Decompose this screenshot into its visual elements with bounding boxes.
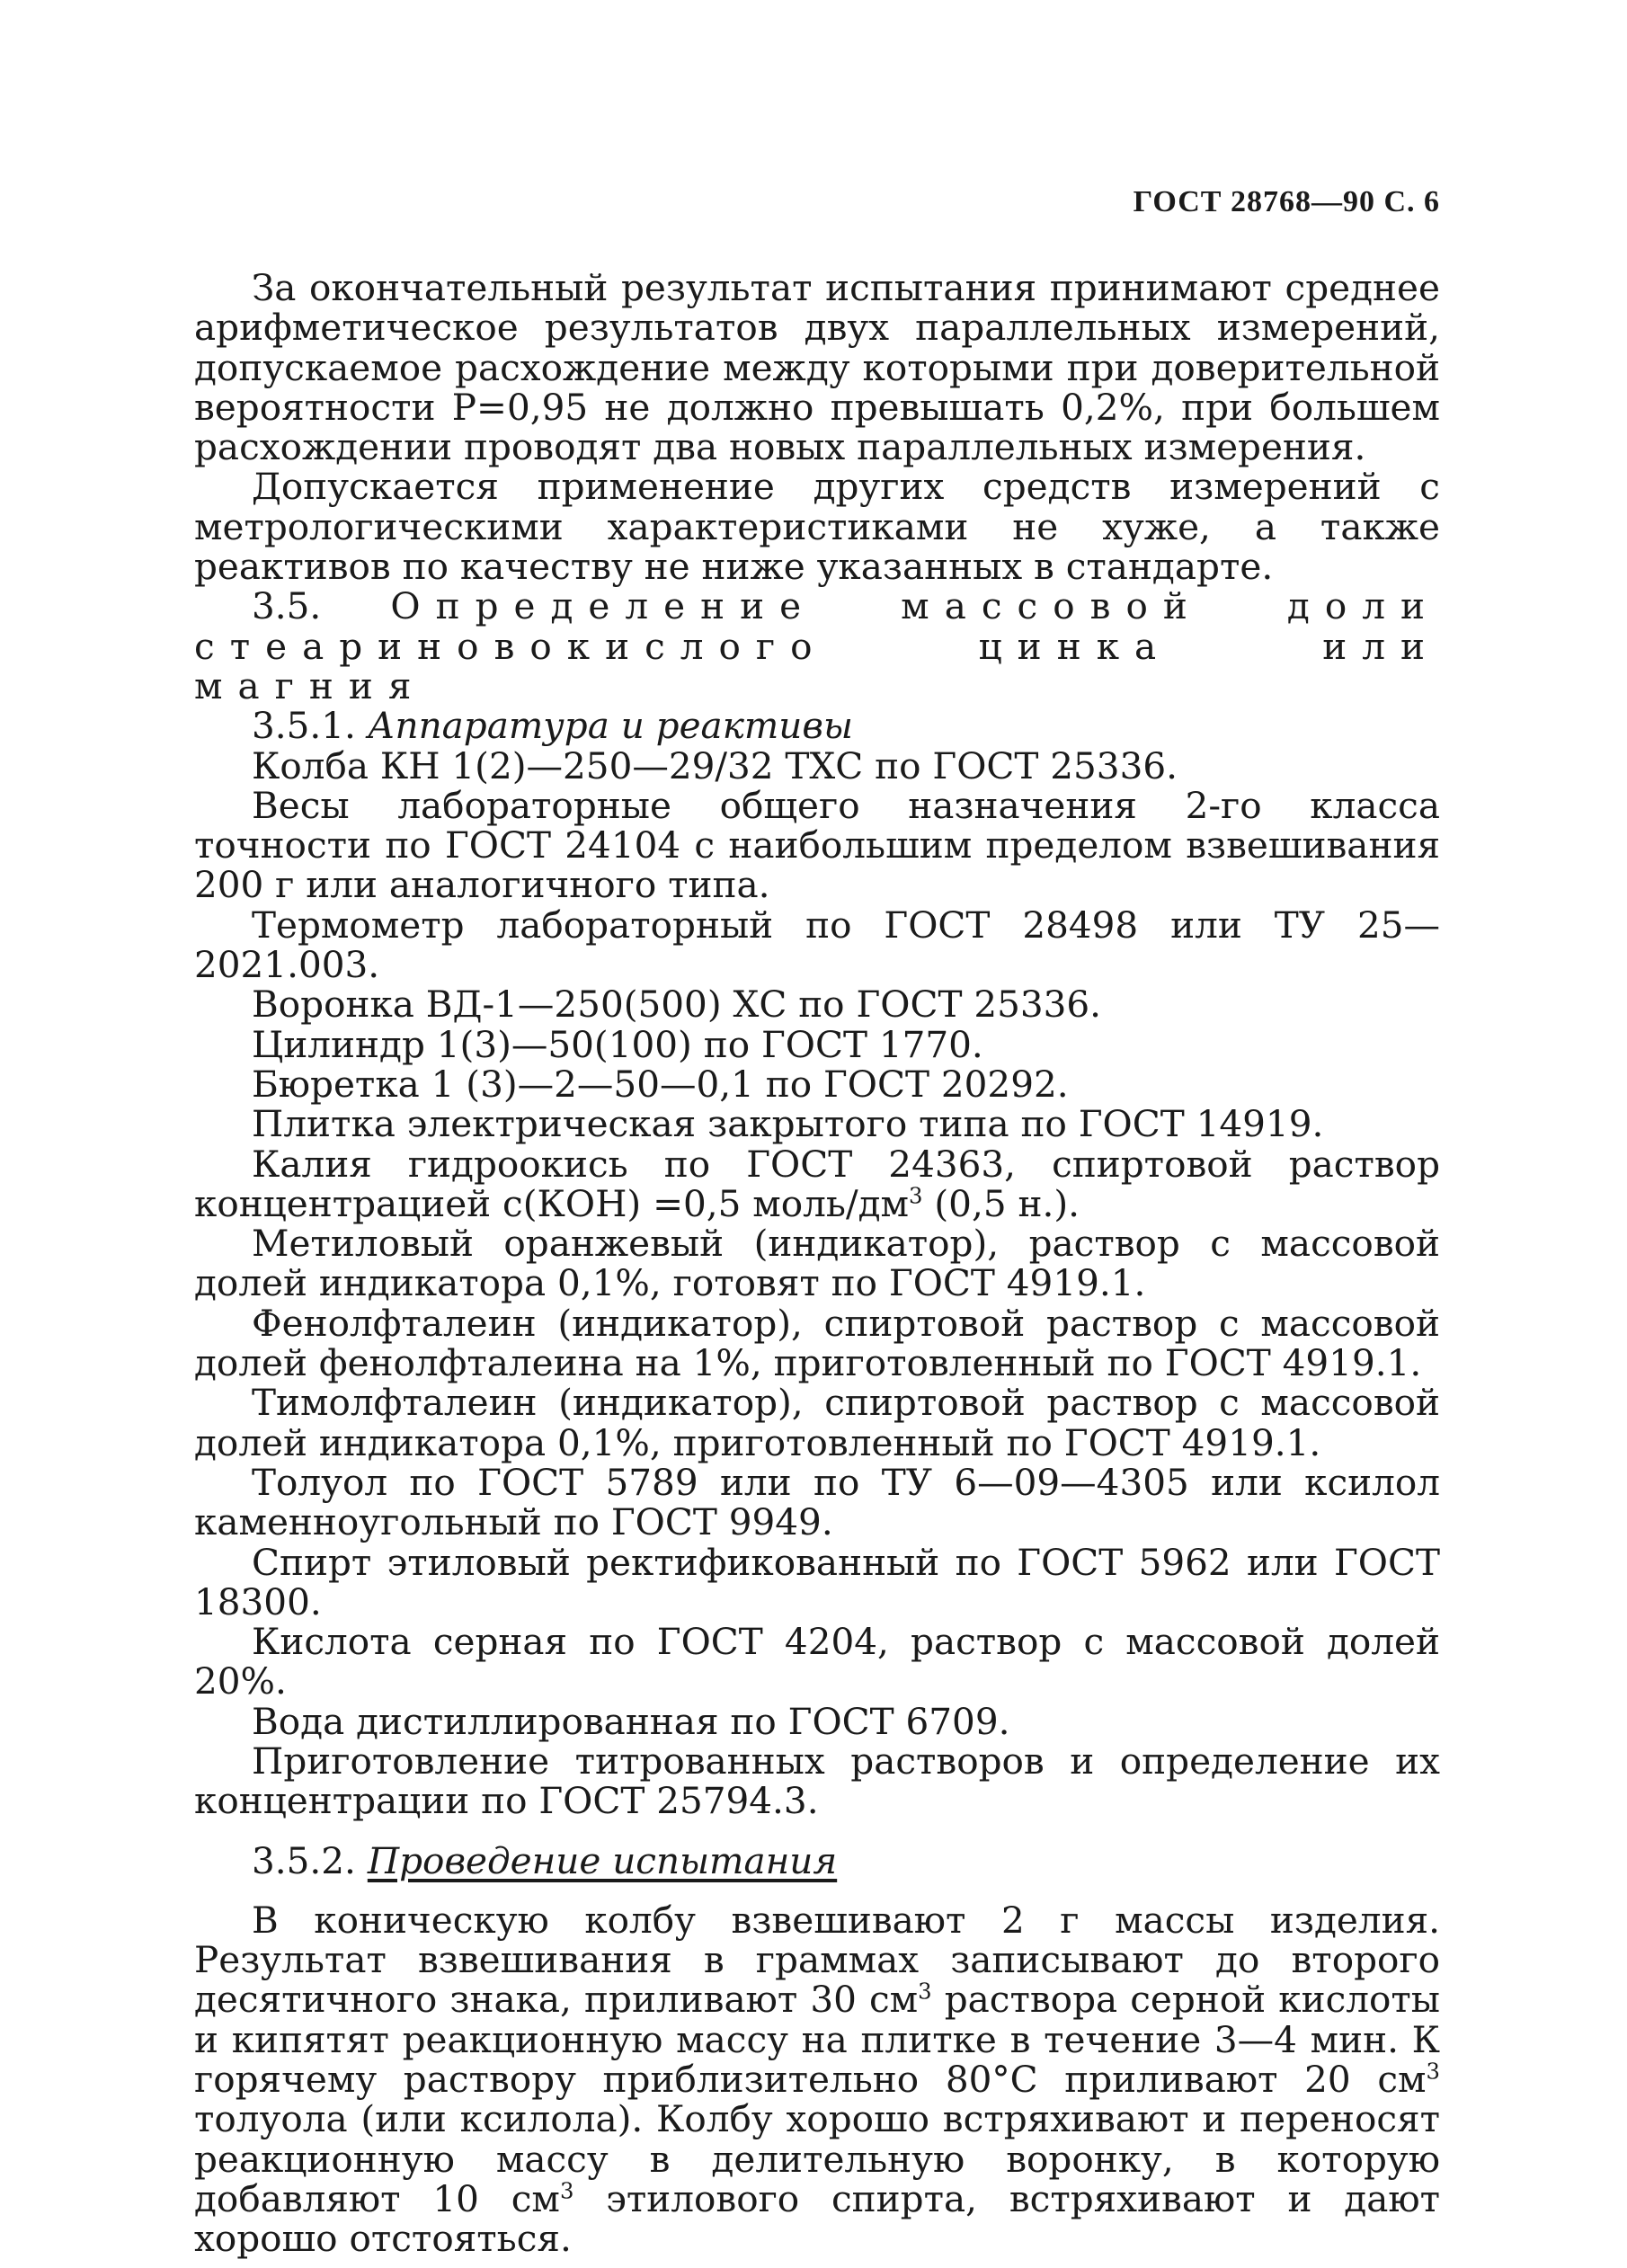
reagent-item: Плитка электрическая закрытого типа по ГОСТ 14919. [252, 1102, 1324, 1146]
procedure-text: этилового спирта, встряхивают и дают хорошо отстояться. [194, 2176, 1441, 2261]
page-header: ГОСТ 28768—90 С. 6 [1133, 185, 1440, 218]
reagent-item: Фенолфталеин (индикатор), спиртовой раствор с массовой долей фенолфталеина на 1%, приготовленный по ГОСТ 4919.1. [194, 1301, 1440, 1385]
paragraph-final-result: За окончательный результат испытания принимают среднее арифметическое результатов двух параллельных измерений, допускаемое расхождение между которыми при доверительной вероятности P=0,95 не должно превышать 0,2%, при большем расхождении проводят два новых параллельных измерения. [194, 266, 1440, 469]
reagent-item [194, 1144, 1440, 1224]
subsection-number: 3.5.1. [252, 704, 356, 748]
reagent-item: Тимолфталеин (индикатор), спиртовой раствор с массовой долей индикатора 0,1%, приготовленный по ГОСТ 4919.1. [194, 1381, 1440, 1464]
subsection-number: 3.5.2. [252, 1838, 356, 1882]
reagent-item: Метиловый оранжевый (индикатор), раствор с массовой долей индикатора 0,1%, готовят по ГОСТ 4919.1. [194, 1222, 1440, 1305]
section-number: 3.5. [252, 584, 322, 628]
reagent-item: Воронка ВД-1—250(500) ХС по ГОСТ 25336. [252, 983, 1102, 1027]
superscript: 3 [559, 2177, 574, 2204]
procedure-text: В коническую колбу взвешивают 2 г массы изделия. Результат взвешивания в граммах записывают до второго десятичного знака, приливают 30 см [194, 1898, 1440, 2022]
section-heading-3-5 [194, 586, 1440, 706]
reagent-item: Термометр лабораторный по ГОСТ 28498 или ТУ 25—2021.003. [194, 903, 1440, 987]
superscript: 3 [909, 1182, 923, 1209]
reagent-item: Бюретка 1 (3)—2—50—0,1 по ГОСТ 20292. [252, 1062, 1069, 1106]
document-body [194, 268, 1440, 2259]
subsection-heading-3-5-1 [194, 704, 1440, 748]
paragraph-alternative-means: Допускается применение других средств измерений с метрологическими характеристиками не хуже, а также реактивов по качеству не ниже указанных в стандарте. [194, 465, 1440, 589]
superscript: 3 [918, 1978, 932, 2005]
reagent-item: Колба КН 1(2)—250—29/32 ТХС по ГОСТ 25336. [252, 743, 1178, 787]
reagent-item: Весы лабораторные общего назначения 2-го класса точности по ГОСТ 24104 с наибольшим пределом взвешивания 200 г или аналогичного типа. [194, 783, 1440, 907]
procedure-text: раствора серной кислоты и кипятят реакционную массу на плитке в течение 3—4 мин. К горячему раствору приблизительно 80°С приливают 20 см [194, 1978, 1440, 2102]
subsection-title: Аппаратура и реактивы [367, 704, 853, 748]
superscript: 3 [1426, 2058, 1440, 2085]
reagent-item: Кислота серная по ГОСТ 4204, раствор с массовой долей 20%. [194, 1620, 1440, 1703]
reagent-item: Вода дистиллированная по ГОСТ 6709. [252, 1699, 1010, 1743]
reagent-item: Цилиндр 1(3)—50(100) по ГОСТ 1770. [252, 1022, 983, 1066]
subsection-heading-3-5-2 [194, 1838, 1440, 1882]
reagent-item: Приготовление титрованных растворов и определение их концентрации по ГОСТ 25794.3. [194, 1739, 1440, 1823]
procedure-text: толуола (или ксилола). Колбу хорошо встряхивают и переносят реакционную массу в делительную воронку, в которую добавляют 10 см [194, 2097, 1440, 2220]
reagent-item: Толуол по ГОСТ 5789 или по ТУ 6—09—4305 или ксилол каменноугольный по ГОСТ 9949. [194, 1460, 1440, 1544]
reagent-text: Калия гидроокись по ГОСТ 24363, спиртовой раствор концентрацией c(КОН) =0,5 моль/дм [194, 1142, 1440, 1225]
paragraph-procedure [194, 1900, 1440, 2259]
section-title: Определение массовой доли стеариновокислого цинка или магния [194, 584, 1440, 707]
subsection-title: Проведение испытания [367, 1838, 838, 1882]
reagent-text: (0,5 н.). [922, 1181, 1080, 1225]
reagent-item: Спирт этиловый ректификованный по ГОСТ 5962 или ГОСТ 18300. [194, 1540, 1440, 1623]
